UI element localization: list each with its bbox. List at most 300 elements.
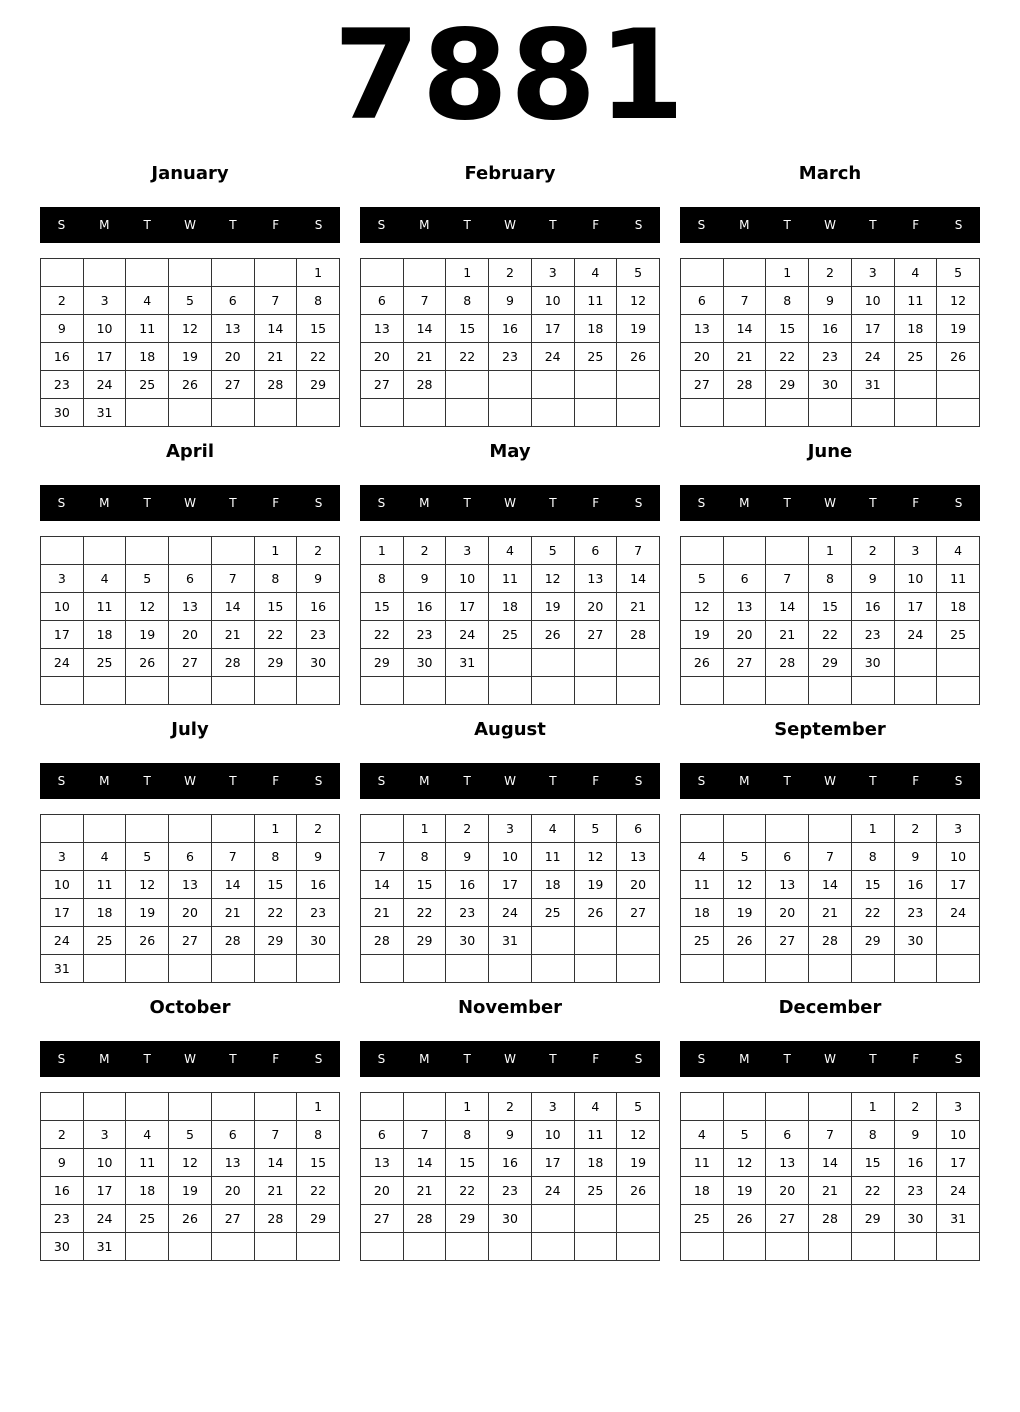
day-cell: 29 [851,927,894,955]
weekday-label: W [824,218,836,232]
day-cell: 28 [403,371,446,399]
week-row [681,593,980,621]
day-cell: 25 [894,343,937,371]
week-row [681,621,980,649]
weekday-label: S [634,496,643,510]
weekday-label: S [697,496,706,510]
day-cell: 10 [937,843,980,871]
day-cell: 24 [83,371,126,399]
day-cell [83,537,126,565]
week-row [361,1177,660,1205]
day-cell: 31 [937,1205,980,1233]
day-cell [937,399,980,427]
day-cell: 2 [489,1093,532,1121]
day-cell: 8 [297,287,340,315]
day-cell [809,955,852,983]
day-cell: 3 [531,1093,574,1121]
day-cell: 23 [851,621,894,649]
day-cell: 17 [531,1149,574,1177]
day-cell [254,259,297,287]
weekday-label: S [314,496,323,510]
week-row [681,315,980,343]
weekday-label: M [739,774,750,788]
month-name: November [457,997,563,1018]
day-cell: 18 [83,621,126,649]
day-cell: 13 [766,1149,809,1177]
weekday-label: M [99,218,110,232]
day-cell: 3 [937,1093,980,1121]
weekday-label: T [143,496,151,510]
week-row [41,315,340,343]
week-row [41,565,340,593]
day-cell: 23 [446,899,489,927]
day-cell [361,955,404,983]
day-cell: 1 [851,1093,894,1121]
weekday-label: T [463,218,471,232]
weekday-label: W [824,774,836,788]
day-cell: 25 [126,371,169,399]
day-cell: 26 [723,927,766,955]
day-cell: 11 [531,843,574,871]
weekday-label: M [419,496,430,510]
day-grid [360,1092,660,1261]
weekday-label: T [549,774,557,788]
weekday-label: W [824,496,836,510]
day-cell: 18 [531,871,574,899]
day-cell: 18 [681,1177,724,1205]
day-cell: 24 [446,621,489,649]
weekday-label: W [184,774,196,788]
day-cell: 31 [446,649,489,677]
week-row [41,1149,340,1177]
weekday-label: W [184,1052,196,1066]
day-cell: 26 [574,899,617,927]
day-cell: 28 [211,649,254,677]
weekday-label: M [99,1052,110,1066]
day-cell [211,537,254,565]
day-cell: 28 [617,621,660,649]
day-cell: 5 [681,565,724,593]
day-cell: 27 [211,371,254,399]
day-cell: 23 [41,1205,84,1233]
day-cell: 10 [489,843,532,871]
day-cell: 17 [83,343,126,371]
day-cell: 31 [489,927,532,955]
day-cell: 26 [937,343,980,371]
day-cell [489,649,532,677]
day-cell: 6 [211,287,254,315]
day-cell: 14 [809,1149,852,1177]
weekday-label: T [229,496,237,510]
day-cell [574,371,617,399]
day-cell: 30 [403,649,446,677]
day-cell: 21 [723,343,766,371]
day-cell: 9 [894,1121,937,1149]
day-cell: 6 [766,1121,809,1149]
week-row [41,399,340,427]
day-cell: 8 [766,287,809,315]
day-cell: 6 [617,815,660,843]
day-cell [169,815,212,843]
day-cell: 21 [809,899,852,927]
week-row [361,565,660,593]
day-cell: 1 [254,537,297,565]
day-cell: 5 [169,287,212,315]
day-cell [446,677,489,705]
day-cell: 30 [41,1233,84,1261]
weekday-label: M [739,1052,750,1066]
day-cell: 22 [254,621,297,649]
week-row [361,955,660,983]
day-cell: 12 [126,871,169,899]
weekday-header [40,1041,340,1077]
day-cell: 1 [297,1093,340,1121]
day-cell [126,399,169,427]
day-cell: 14 [361,871,404,899]
day-cell: 25 [937,621,980,649]
weekday-header [680,485,980,521]
day-cell [937,649,980,677]
day-cell: 7 [809,843,852,871]
day-cell: 2 [894,815,937,843]
day-cell [361,677,404,705]
day-cell: 8 [254,565,297,593]
day-cell: 16 [851,593,894,621]
day-cell: 19 [723,1177,766,1205]
day-grid [40,814,340,983]
day-cell [126,815,169,843]
week-row [361,871,660,899]
day-cell: 17 [489,871,532,899]
day-cell [531,649,574,677]
day-cell [766,677,809,705]
day-cell [211,677,254,705]
day-cell [211,259,254,287]
day-cell: 1 [361,537,404,565]
day-cell: 14 [254,315,297,343]
weekday-header [680,207,980,243]
day-cell: 10 [41,871,84,899]
day-cell: 12 [617,1121,660,1149]
weekday-label: S [954,496,963,510]
week-row [681,871,980,899]
day-cell [489,399,532,427]
day-cell: 31 [83,399,126,427]
day-cell: 27 [574,621,617,649]
day-cell: 23 [809,343,852,371]
day-cell [211,1093,254,1121]
week-row [681,677,980,705]
day-cell: 13 [211,315,254,343]
day-cell: 15 [361,593,404,621]
weekday-label: M [419,1052,430,1066]
day-cell [254,955,297,983]
week-row [41,343,340,371]
day-cell: 6 [766,843,809,871]
day-cell: 2 [403,537,446,565]
day-cell: 12 [574,843,617,871]
day-cell [361,1093,404,1121]
day-cell [723,677,766,705]
week-row [681,1149,980,1177]
day-cell: 2 [41,287,84,315]
day-cell: 18 [489,593,532,621]
day-cell: 20 [361,343,404,371]
day-cell [617,677,660,705]
day-cell: 5 [126,565,169,593]
day-cell: 10 [83,1149,126,1177]
day-cell: 11 [681,1149,724,1177]
weekday-label: F [592,774,600,788]
week-row [681,371,980,399]
day-cell [83,815,126,843]
day-cell [851,399,894,427]
day-cell [574,1233,617,1261]
day-cell: 16 [297,593,340,621]
day-grid [680,1092,980,1261]
weekday-label: S [697,1052,706,1066]
day-cell [766,1233,809,1261]
day-cell: 22 [809,621,852,649]
day-cell: 17 [531,315,574,343]
day-cell [681,677,724,705]
day-cell: 19 [574,871,617,899]
day-cell [681,537,724,565]
day-cell [126,677,169,705]
day-cell: 19 [169,343,212,371]
day-cell [254,1233,297,1261]
day-cell: 5 [126,843,169,871]
day-cell: 4 [937,537,980,565]
day-cell [723,1093,766,1121]
month-name: December [778,997,882,1018]
day-cell [574,677,617,705]
day-cell [83,677,126,705]
day-cell: 20 [361,1177,404,1205]
day-cell: 6 [681,287,724,315]
day-cell: 14 [403,315,446,343]
day-cell: 6 [169,843,212,871]
day-cell [254,677,297,705]
day-grid [680,258,980,427]
week-row [41,593,340,621]
day-cell: 17 [41,899,84,927]
day-cell: 16 [41,343,84,371]
day-cell: 12 [617,287,660,315]
day-cell: 3 [41,843,84,871]
day-cell [617,1205,660,1233]
weekday-label: T [869,218,877,232]
day-cell: 11 [681,871,724,899]
day-cell: 14 [723,315,766,343]
day-cell: 3 [531,259,574,287]
week-row [681,899,980,927]
day-cell: 28 [766,649,809,677]
day-cell: 22 [403,899,446,927]
day-cell: 30 [297,927,340,955]
day-cell: 15 [446,1149,489,1177]
day-cell: 17 [937,871,980,899]
day-cell: 11 [894,287,937,315]
day-cell: 11 [83,593,126,621]
week-row [41,287,340,315]
month-name: June [807,441,853,462]
week-row [41,927,340,955]
weekday-label: S [377,218,386,232]
day-cell: 31 [41,955,84,983]
day-cell: 19 [126,621,169,649]
day-cell: 29 [851,1205,894,1233]
day-cell: 12 [723,1149,766,1177]
day-cell [681,1233,724,1261]
day-cell [809,1093,852,1121]
day-cell [851,1233,894,1261]
week-row [361,1205,660,1233]
day-cell: 30 [489,1205,532,1233]
day-cell [574,1205,617,1233]
weekday-label: M [419,218,430,232]
day-cell: 9 [446,843,489,871]
day-cell: 29 [361,649,404,677]
day-cell: 13 [211,1149,254,1177]
day-cell: 27 [361,371,404,399]
week-row [41,677,340,705]
day-cell: 8 [851,1121,894,1149]
day-cell [617,371,660,399]
day-cell: 7 [809,1121,852,1149]
week-row [361,927,660,955]
day-cell: 4 [83,843,126,871]
day-cell [766,815,809,843]
weekday-label: W [184,218,196,232]
day-cell [894,955,937,983]
day-cell: 19 [937,315,980,343]
weekday-label: F [912,1052,920,1066]
weekday-label: S [954,1052,963,1066]
day-cell [254,399,297,427]
week-row [361,287,660,315]
weekday-label: S [57,774,66,788]
day-cell: 28 [361,927,404,955]
year-title: 7881 [333,4,687,148]
day-cell: 30 [41,399,84,427]
day-cell [937,1233,980,1261]
day-cell: 9 [809,287,852,315]
day-cell: 5 [937,259,980,287]
day-cell: 18 [681,899,724,927]
day-cell: 10 [894,565,937,593]
day-cell [723,1233,766,1261]
day-grid [680,536,980,705]
weekday-label: S [314,774,323,788]
day-cell: 2 [297,815,340,843]
day-cell: 23 [489,1177,532,1205]
weekday-label: S [634,218,643,232]
day-cell: 15 [403,871,446,899]
day-cell: 21 [617,593,660,621]
day-cell: 6 [211,1121,254,1149]
day-cell [894,677,937,705]
day-cell [574,399,617,427]
week-row [361,1149,660,1177]
day-cell [126,1093,169,1121]
week-row [361,1121,660,1149]
day-cell: 27 [681,371,724,399]
day-cell: 28 [254,371,297,399]
day-cell: 20 [681,343,724,371]
day-cell: 2 [297,537,340,565]
day-grid [360,536,660,705]
weekday-label: M [99,774,110,788]
day-cell [894,371,937,399]
day-cell [531,927,574,955]
weekday-label: T [869,496,877,510]
day-cell: 22 [361,621,404,649]
weekday-label: F [272,496,280,510]
day-cell: 19 [126,899,169,927]
day-cell: 21 [254,343,297,371]
week-row [41,815,340,843]
weekday-header [40,207,340,243]
day-cell [937,927,980,955]
day-cell: 8 [297,1121,340,1149]
day-cell: 11 [83,871,126,899]
day-cell: 23 [894,899,937,927]
day-cell [211,1233,254,1261]
day-cell [297,677,340,705]
day-cell: 29 [809,649,852,677]
day-cell [766,399,809,427]
day-cell: 4 [126,287,169,315]
weekday-label: T [869,1052,877,1066]
day-cell: 13 [361,1149,404,1177]
day-cell: 22 [766,343,809,371]
day-cell: 19 [617,315,660,343]
day-cell: 29 [254,927,297,955]
day-cell: 22 [851,1177,894,1205]
day-cell: 7 [403,287,446,315]
day-cell: 7 [361,843,404,871]
day-cell: 27 [766,1205,809,1233]
weekday-label: M [419,774,430,788]
day-cell: 7 [403,1121,446,1149]
day-cell: 9 [41,1149,84,1177]
day-cell: 23 [297,621,340,649]
weekday-label: T [463,1052,471,1066]
day-cell: 7 [617,537,660,565]
week-row [681,927,980,955]
day-cell [851,677,894,705]
day-cell: 23 [297,899,340,927]
day-grid [40,1092,340,1261]
day-cell: 8 [254,843,297,871]
day-cell: 27 [766,927,809,955]
day-cell: 3 [489,815,532,843]
day-cell: 6 [361,1121,404,1149]
day-cell: 2 [809,259,852,287]
day-cell: 9 [41,315,84,343]
day-cell [531,399,574,427]
week-row [361,399,660,427]
day-cell: 11 [126,315,169,343]
day-cell: 4 [894,259,937,287]
day-cell: 29 [446,1205,489,1233]
day-cell: 25 [574,1177,617,1205]
day-cell: 6 [574,537,617,565]
month-name: July [171,719,209,740]
day-cell: 7 [254,1121,297,1149]
week-row [41,899,340,927]
